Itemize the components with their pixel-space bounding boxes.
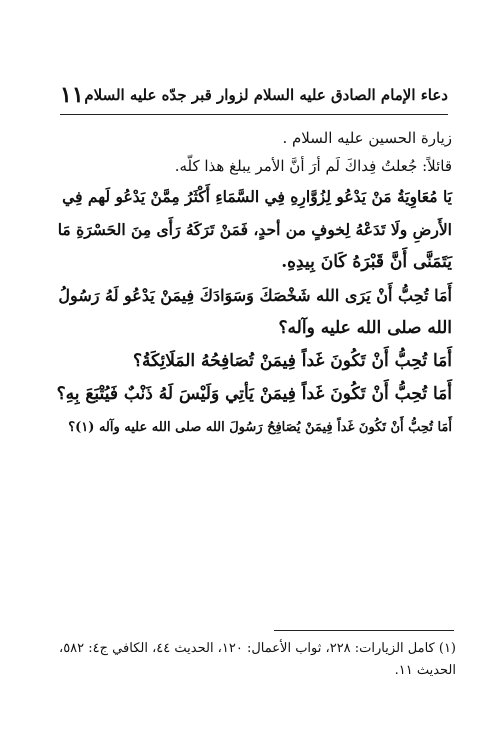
text-line: الأَرضِ ولَا تَدَعْهُ لِخوفٍ من أحدٍ، فَمَنْ تَرَكَهُ رَأَى مِنَ الحَسْرَةِ مَا [57, 220, 452, 239]
text-line: قائلاً: جُعلتُ فِداكَ لَم أرَ أنَّ الأمر يبلغ هذا كلّه. [174, 157, 452, 175]
text-line: يَا مُعَاوِيَةُ مَنْ يَدْعُو لِزُوَّارِهِ فِي السَّمَاءِ أَكْثَرُ مِمَّنْ يَدْعُو لَهم فِي [62, 187, 452, 206]
footnote-divider [274, 630, 454, 631]
text-line: أَمَا تُحِبُّ أَنْ تَكُونَ غَداً فِيمَنْ يُصَافِحُ رَسُولَ الله صلى الله عليه وآله (١)؟ [68, 420, 452, 435]
text-line: يَتَمَنَّى أَنَّ قَبْرَهُ كَانَ بِيدِهِ. [281, 252, 452, 272]
header-title: دعاء الإمام الصادق عليه السلام لزوار قبر جدّه عليه السلام [84, 86, 448, 104]
text-line: زيارة الحسين عليه السلام . [282, 129, 452, 147]
footnote [48, 638, 456, 682]
running-header [60, 84, 448, 115]
text-line: أَمَا تُحِبُّ أَنْ تَكُونَ غَداً فِيمَنْ تُصَافِحُهُ المَلَائِكَةُ؟ [133, 351, 452, 371]
text-line: أَمَا تُحِبُّ أَنْ تَكُونَ غَداً فِيمَنْ يَأتِي وَلَيْسَ لَهُ ذَنْبٌ فَيُتْبَعَ بِهِ؟ [56, 384, 452, 404]
footnote-line: (١) كامل الزيارات: ٢٢٨، ثواب الأعمال: ١٢٠، الحديث ٤٤، الكافي ج٤: ٥٨٢، [59, 641, 456, 656]
main-text [54, 124, 452, 444]
page-number: ١١ [60, 82, 84, 108]
footnote-line: الحديث ١١. [394, 663, 456, 678]
text-line: الله صلى الله عليه وآله؟ [278, 318, 452, 338]
text-line: أَمَا تُحِبُّ أَنْ يَرَى الله شَخْصَكَ وَسَوَادَكَ فِيمَنْ يَدْعُو لَهُ رَسُولُ [58, 286, 452, 305]
